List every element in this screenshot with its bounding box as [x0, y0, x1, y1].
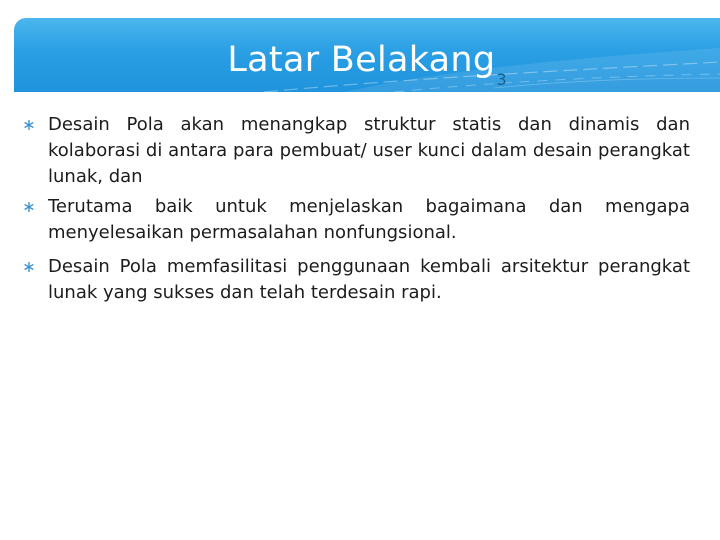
- bullet-text: Terutama baik untuk menjelaskan bagaimana dan mengapa menyelesaikan permasalahan nonfungsional.: [48, 196, 690, 243]
- bullet-item: [22, 194, 690, 246]
- bullet-text: Desain Pola memfasilitasi penggunaan kembali arsitektur perangkat lunak yang sukses dan telah terdesain rapi.: [48, 256, 690, 303]
- bullet-list: [22, 112, 690, 310]
- bullet-item: [22, 112, 690, 190]
- slide-title: [14, 40, 720, 92]
- slide-title-subscript: 3: [496, 70, 507, 89]
- asterisk-bullet-icon: ∗: [22, 197, 36, 216]
- asterisk-bullet-icon: ∗: [22, 115, 36, 134]
- asterisk-bullet-icon: ∗: [22, 257, 36, 276]
- slide-title-text: Latar Belakang: [227, 40, 496, 80]
- bullet-item: [22, 254, 690, 306]
- bullet-text: Desain Pola akan menangkap struktur statis dan dinamis dan kolaborasi di antara para pembuat/ user kunci dalam desain perangkat lunak, dan: [48, 114, 690, 187]
- title-band: [14, 18, 720, 92]
